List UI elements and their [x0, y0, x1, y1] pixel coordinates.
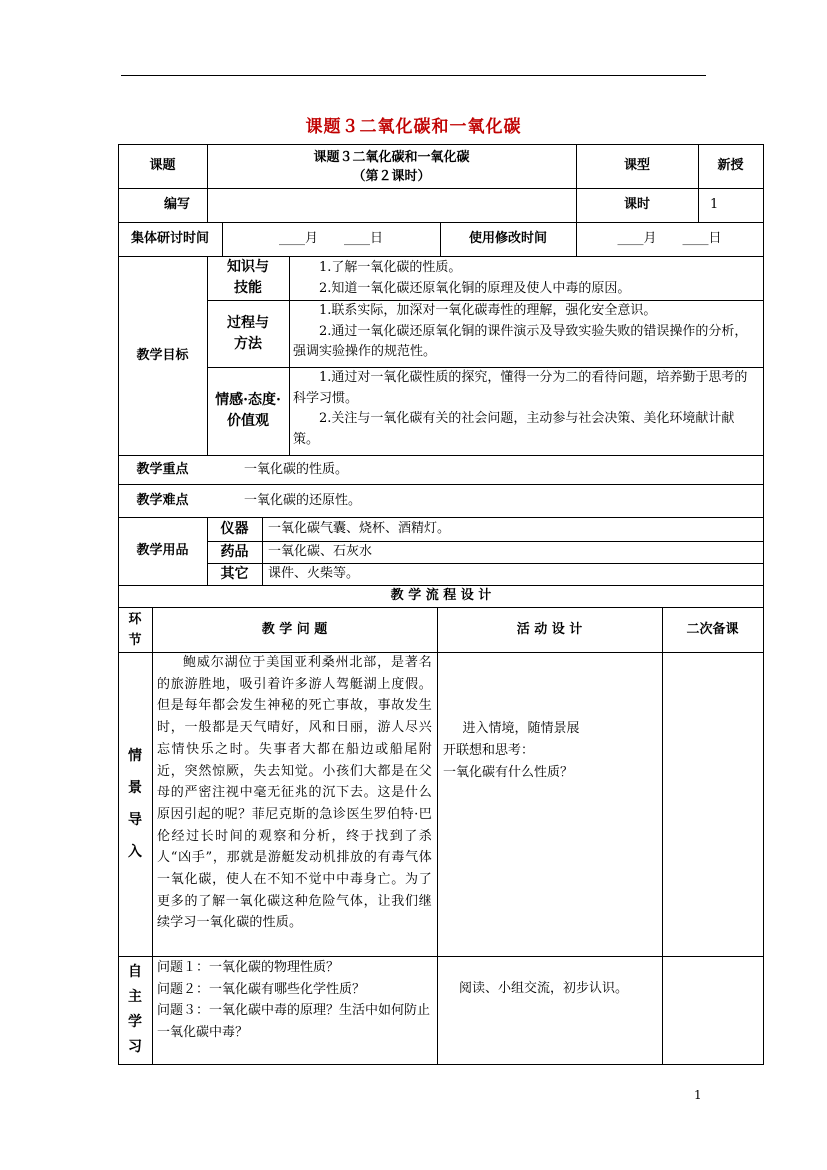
- stage-char: 主: [128, 989, 142, 1005]
- stage-char: 情: [128, 748, 142, 764]
- materials-label: 教学用品: [136, 543, 189, 558]
- flow-col-stage: 环节: [128, 611, 142, 648]
- stage-char: 入: [128, 844, 142, 860]
- objective-item: 2.知道一氧化碳还原氧化铜的原理及使人中毒的原因。: [319, 280, 631, 296]
- stage-intro-question: 鲍威尔湖位于美国亚利桑州北部，是著名的旅游胜地，吸引着许多游人驾艇湖上度假。但是每年都会发生神秘的死亡事故，事故发生时，一般都是天气晴好，风和日丽，游人尽兴忘情快乐之时。失事者大都在船边或船尾附近，突然惊厥，失去知觉。小孩们大都是在父母的严密注视中毫无征兆的沉下去。这是什么原因引起的呢？菲尼克斯的急诊医生罗伯特·巴伦经过长时间的观察和分析，终于找到了杀人“凶手”，那就是游艇发动机排放的有毒气体一氧化碳，使人在不知不觉中中毒身亡。为了更多的了解一氧化碳这种危险气体，让我们继续学习一氧化碳的性质。: [157, 655, 432, 931]
- flow-title: 教 学 流 程 设 计: [390, 588, 492, 603]
- flow-col-question: 教 学 问 题: [261, 621, 328, 637]
- stage-char: 自: [128, 964, 142, 980]
- stage-char: 景: [128, 780, 142, 796]
- document-title: 课题３二氧化碳和一氧化碳: [305, 117, 522, 137]
- objectives-label: 教学目标: [136, 347, 189, 363]
- objective-label-knowledge: 知识与技能: [227, 259, 269, 296]
- stage-self-study-label: [118, 956, 152, 1064]
- topic-value-line2: （第２课时）: [352, 169, 431, 184]
- materials-instruments-label: 仪器: [220, 521, 249, 537]
- hours-label: 课时: [623, 197, 650, 212]
- key-point-label: 教学重点: [136, 461, 189, 477]
- research-time-value: ____月 ____日: [278, 231, 383, 246]
- activity-line: 开联想和思考：: [443, 743, 535, 758]
- activity-line: 一氧化碳有什么性质？: [443, 765, 574, 780]
- materials-other-value: 课件、火柴等。: [268, 566, 360, 581]
- materials-instruments-value: 一氧化碳气囊、烧杯、酒精灯。: [268, 521, 451, 536]
- topic-value: [207, 146, 576, 188]
- type-value: 新授: [717, 158, 744, 173]
- stage-intro-note: [662, 652, 763, 956]
- stage-self-study-activity: 阅读、小组交流，初步认识。: [459, 981, 629, 996]
- stage-char: 习: [128, 1039, 142, 1055]
- topic-label: 课题: [149, 158, 176, 173]
- question-line: 问题３：一氧化碳中毒的原理？生活中如何防止一氧化碳中毒？: [157, 1003, 431, 1040]
- question-line: 问题１：一氧化碳的物理性质？: [157, 960, 340, 975]
- objective-item: 1.了解一氧化碳的性质。: [319, 260, 462, 275]
- stage-self-study-questions: [157, 957, 432, 1043]
- page-number: 1: [694, 1088, 702, 1102]
- type-label: 课型: [623, 158, 650, 173]
- modify-time-label: 使用修改时间: [468, 231, 547, 246]
- research-time-label: 集体研讨时间: [130, 231, 209, 246]
- objective-item: 2.通过一氧化碳还原氧化铜的课件演示及导致实验失败的错误操作的分析，强调实验操作的规范性。: [293, 323, 748, 359]
- hours-value: 1: [710, 197, 719, 212]
- difficulty-label: 教学难点: [136, 492, 189, 508]
- key-point-value: 一氧化碳的性质。: [244, 461, 349, 477]
- stage-self-study-note: [662, 956, 763, 1064]
- objective-item: 1.通过对一氧化碳性质的探究，懂得一分为二的看待问题，培养勤于思考的科学习惯。: [293, 370, 748, 406]
- flow-col-note: 二次备课: [686, 621, 739, 637]
- modify-time-value: ____月 ____日: [617, 231, 722, 246]
- stage-intro-label: [118, 652, 152, 956]
- objective-label-emotion: 情感·态度·价值观: [215, 392, 281, 429]
- author-label: 编写: [163, 197, 190, 212]
- question-line: 问题２：一氧化碳有哪些化学性质？: [157, 981, 366, 997]
- stage-char: 导: [128, 812, 142, 828]
- objective-knowledge-content: [293, 258, 759, 299]
- objective-emotion-content: [293, 368, 759, 450]
- flow-col-activity: 活 动 设 计: [516, 621, 583, 637]
- objective-label-process: 过程与方法: [227, 314, 269, 352]
- materials-reagents-label: 药品: [220, 544, 249, 560]
- materials-other-label: 其它: [220, 566, 249, 582]
- objective-item: 1.联系实际，加深对一氧化碳毒性的理解，强化安全意识。: [319, 303, 657, 318]
- activity-line: 进入情境，随情景展: [462, 721, 580, 736]
- objective-item: 2.关注与一氧化碳有关的社会问题，主动参与社会决策、美化环境献计献策。: [293, 411, 735, 447]
- stage-char: 学: [128, 1014, 142, 1030]
- topic-value-line1: 课题３二氧化碳和一氧化碳: [313, 150, 470, 165]
- stage-intro-activity: [443, 718, 658, 784]
- author-value: [236, 188, 576, 222]
- header-rule: [121, 75, 706, 76]
- materials-reagents-value: 一氧化碳、石灰水: [268, 544, 373, 559]
- objective-process-content: [293, 301, 759, 363]
- difficulty-value: 一氧化碳的还原性。: [244, 492, 362, 508]
